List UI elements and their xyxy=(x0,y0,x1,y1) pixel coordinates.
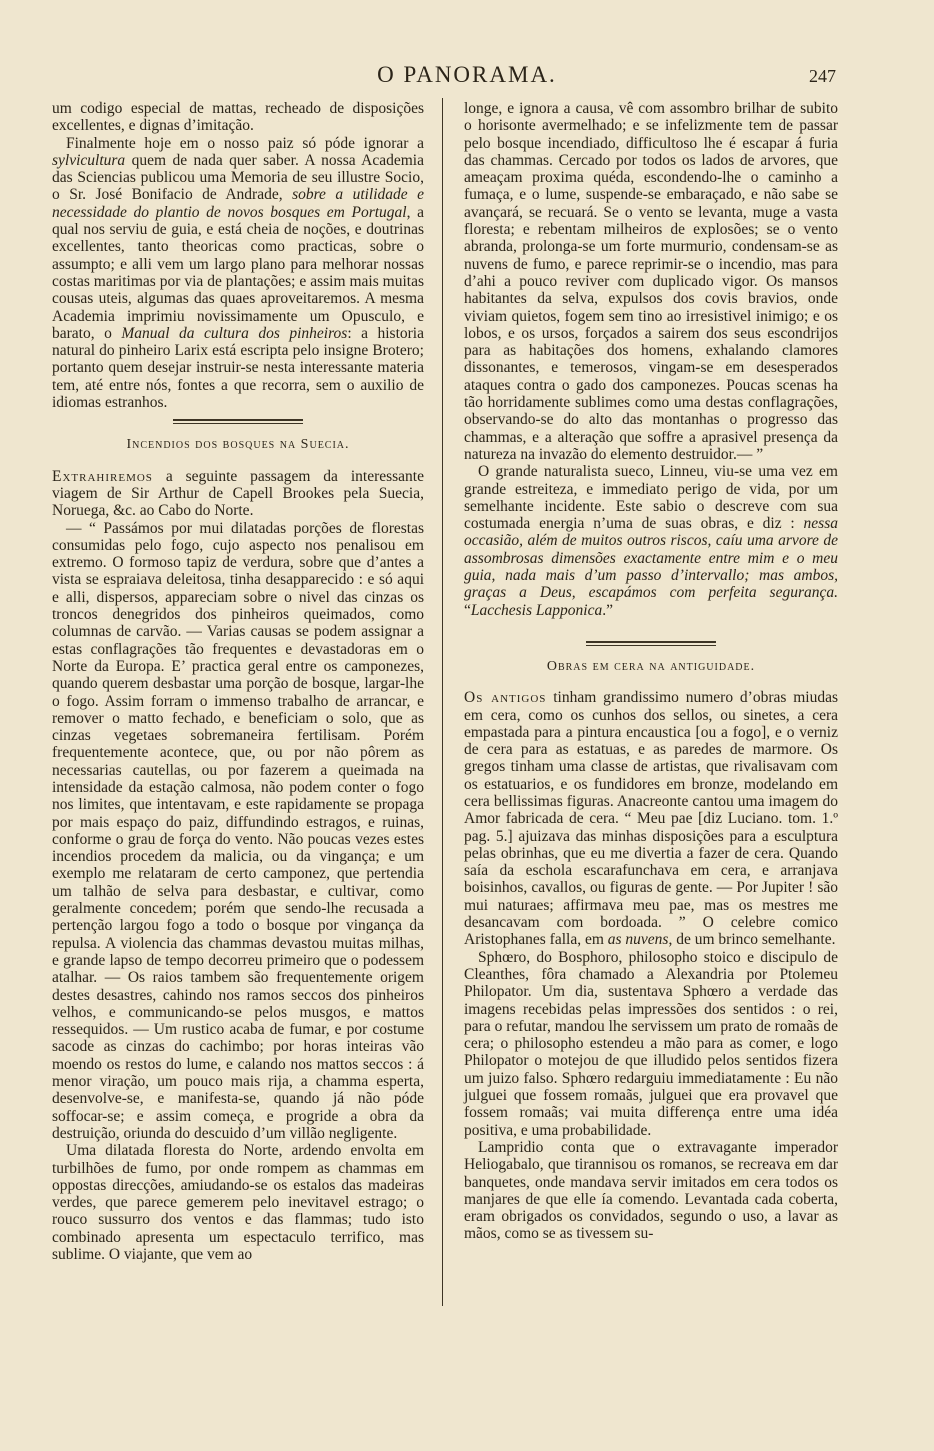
section-rule xyxy=(173,419,303,424)
text-run: “ xyxy=(464,601,471,619)
paragraph: Sphœro, do Bosphoro, philosopho stoico e discipulo de Cleanthes, fôra chamado a Alexandria por Ptolemeu Philopator. Um dia, sustentava Sphœro a verdade das imagens recebidas pelas impressões dos sentidos : o rei, para o refutar, mandou lhe servissem um prato de romaãs de cera; o philosopho estendeu a mão para as comer, e logo Philopator o motejou de que illudido pelos sentidos fizera um juizo falso. Sphœro redarguiu immediatamente : Eu não julguei que fossem romaãs, julguei que era provavel que fossem romaãs; vai muita differença entre uma idéa positiva, e uma probabilidade. xyxy=(464,948,838,1139)
text-run: quem de nada quer saber. A nossa Academia das Sciencias publicou uma Memoria de seu illustre Socio, o Sr. José Bonifacio de Andrade, xyxy=(52,151,424,204)
text-run: : a historia natural do pinheiro Larix está escripta pelo insigne Brotero; portanto quem desejar instruir-se nesta interessante materia tem, até entre nós, fontes a que recorra, sem o auxilio de idiomas estranhos. xyxy=(52,324,424,412)
small-caps-run: Extrahiremos xyxy=(52,467,153,485)
paragraph xyxy=(464,463,838,619)
italic-run: as nuvens xyxy=(607,931,669,949)
right-column xyxy=(464,100,838,1243)
text-run: tinham grandissimo numero d’obras miudas em cera, como os cunhos dos sellos, ou sinetes, a cera empastada para a pintura encaustica [ou a fogo], e o verniz de cera para as estatuas, e as paredes de marmore. Os gregos tinham uma classe de artistas, que rivalisavam com os estatuarios, e os fundidores em bronze, modelando em cera bellissimas figuras. Anacreonte cantou uma imagem do Amor fabricada de cera. “ Meu pae [diz Luciano. tom. 1.º pag. 5.] ajuizava das minhas disposições para a esculptura pelas obrinhas, que eu me divertia a fazer de cera. Quando saía da eschola escarafunchava em cera, e arranjava boisinhos, cavallos, ou figuras de gente. — Por Jupiter ! são mui naturaes; affirmava meu pae, mas os mestres me desancavam com bordoada. ” O celebre comico Aristophanes falla, em xyxy=(464,689,838,949)
paragraph: longe, e ignora a causa, vê com assombro brilhar de subito o horisonte avermelhado; e se infelizmente tem de passar pelo bosque incendiado, difficultoso lhe é escapar á furia das chammas. Cercado por todos os lados de arvores, que ameaçam proxima quéda, escondendo-lhe o caminho a fumaça, e o lume, suspende-se embaraçado, e não sabe se avançará, se recuará. Se o vento se levanta, muge a vasta floresta; e rebentam milheiros de explosões; se o vento abranda, prolonga-se um forte murmurio, condensam-se as nuvens de fumo, e parece reprimir-se o incendio, mas para d’ahi a pouco reviver com duplicado vigor. Os mansos habitantes da selva, expulsos dos covis bravios, onde viviam quietos, fogem sem tino ao irresistivel inimigo; e os lobos, e os ursos, forçados a sairem dos seus escondrijos para as habitações dos homens, exhalando clamores dissonantes, e temerosos, vingam-se em desesperados ataques contra o gado dos camponezes. Poucas scenas ha tão horridamente sublimes como uma destas conflagrações, observando-se do alto das montanhas o progresso das chammas, e a alteração que soffre a aprasivel presença da natureza na invazão do elemento destruidor.— ” xyxy=(464,100,838,463)
section-heading: Incendios dos bosques na Suecia. xyxy=(126,437,350,453)
small-caps-run: Os antigos xyxy=(464,689,547,707)
italic-run: sylvicultura xyxy=(52,151,126,169)
paragraph: Lampridio conta que o extravagante imperador Heliogabalo, que tirannisou os romanos, se recreava em dar banquetes, onde mandava servir imitados em cera todos os manjares de que elle ía comendo. Levantada cada coberta, eram obrigados os convidados, segundo o uso, a lavar as mãos, como se as tivessem su- xyxy=(464,1138,838,1243)
text-run: , de um brinco semelhante. xyxy=(668,931,836,949)
left-column xyxy=(52,100,424,1263)
paragraph: — “ Passámos por mui dilatadas porções de florestas consumidas pelo fogo, cujo aspecto nos penalisou em extremo. O formoso tapiz de verdura, sobre que d’antes a vista se espraiava deleitosa, tinha desapparecido : e só aqui e alli, dispersos, appareciam sobre o nivel das cinzas os troncos denegridos dos pinheiros queimados, como columnas de carvão. — Varias causas se podem assignar a estas conflagrações tão frequentes e devastadoras em o Norte da Europa. E’ practica geral entre os camponezes, quando querem desbastar uma porção de bosque, largar-lhe o fogo. Assim forram o immenso trabalho de arrancar, e remover o matto fechado, e beneficiam o solo, que as cinzas vegetaes sobremaneira fertilisam. Porém frequentemente acontece, que, ou por não pôrem as necessarias cautellas, ou por fazerem a queimada na intensidade da estação calmosa, não podem conter o fogo nos limites, que intentavam, e este rapidamente se propaga por mais espaço do paiz, diffundindo estragos, e ruinas, conforme o grau de força do vento. Não poucas vezes estes incendios procedem da malicia, ou da vingança; e um exemplo me relataram de certo camponez, que pertendia um talhão de selva para desbastar, e cultivar, como geralmente concedem; porém que sendo-lhe recusada a pertenção largou fogo a todo o bosque por vingança da repulsa. A violencia das chammas devastou muitas milhas, e grande lapso de tempo decorreu primeiro que o podessem atalhar. — Os raios tambem são frequentemente origem destes desastres, cahindo nos ramos seccos dos pinheiros velhos, e communicando-se pelos musgos, e mattos ressequidos. — Um rustico acaba de fumar, e por costume sacode as cinzas do cachimbo; por horas inteiras vão moendo os restos do lume, e calando nos mattos seccos : á menor viração, um pouco mais rija, a chamma esperta, desenvolve-se, e manifesta-se, quando já não póde soffocar-se; e assim começa, e progride a obra da destruição, oriunda do descuido d’um villão negligente. xyxy=(52,519,424,1142)
italic-run: Lacchesis Lapponica xyxy=(470,601,603,619)
paragraph xyxy=(464,689,838,948)
italic-run: sobre a utilidade e necessidade do plantio de novos bosques em Portugal xyxy=(52,186,424,221)
text-run: Finalmente hoje em o nosso paiz só póde ignorar a xyxy=(66,134,424,152)
italic-run: Manual da cultura dos pinheiros xyxy=(121,324,348,342)
paragraph: Uma dilatada floresta do Norte, ardendo envolta em turbilhões de fumo, por onde rompem as chammas em oppostas direcções, amiudando-se os estalos das madeiras verdes, que parece gemerem pelo inevitavel estrago; o rouco sussurro dos ventos e das flammas; tudo isto combinado apresenta um espectaculo terrifico, mas sublime. O viajante, que vem ao xyxy=(52,1142,424,1263)
section-rule xyxy=(586,641,716,646)
paragraph xyxy=(52,135,424,412)
running-title: O PANORAMA. xyxy=(377,62,557,87)
text-run: O grande naturalista sueco, Linneu, viu-se uma vez em grande estreiteza, e immediato perigo de vida, por um semelhante incidente. Este sabio o descreve com sua costumada energia n’uma de suas obras, e diz : xyxy=(464,463,838,533)
running-head xyxy=(0,62,934,92)
column-divider xyxy=(442,98,443,1306)
text-run: , a qual nos serviu de guia, e está cheia de noções, e doutrinas excellentes, tanto theoricas como practicas, sobre o assumpto; e alli vem um largo plano para melhorar nossas costas maritimas por via de plantações; e assim mais muitas cousas uteis, algumas das quaes aproveitaremos. A mesma Academia imprimiu novissimamente um Opusculo, e barato, o xyxy=(52,203,424,342)
paragraph: um codigo especial de mattas, recheado de disposições excellentes, e dignas d’imitação. xyxy=(52,100,424,135)
section-heading: Obras em cera na antiguidade. xyxy=(546,658,756,674)
page-number: 247 xyxy=(809,66,836,86)
text-run: a seguinte passagem da interessante viagem de Sir Arthur de Capell Brookes pela Suecia, Noruega, &c. ao Cabo do Norte. xyxy=(52,467,424,520)
text-run: .” xyxy=(602,601,613,619)
paragraph xyxy=(52,468,424,520)
italic-run: nessa occasião, além de muitos outros riscos, caíu uma arvore de assombrosas dimensões exactamente entre mim e o meu guia, nada mais d’um passo d’intervallo; mas ambos, graças a Deus, escapámos com perfeita segurança. xyxy=(464,515,838,602)
